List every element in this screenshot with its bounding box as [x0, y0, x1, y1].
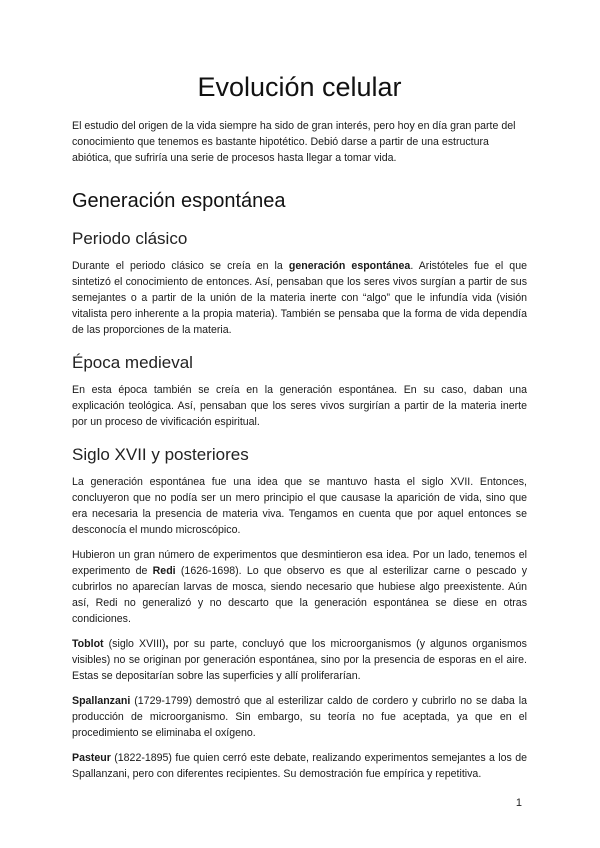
text-fragment: Hubieron un gran número de experimentos que desmintieron esa idea. Por un lado, tenemos el experimento de [72, 549, 527, 577]
bold-comma: , [165, 638, 169, 650]
paragraph-spallanzani [72, 693, 527, 741]
paragraph-epoca-medieval: En esta época también se creía en la generación espontánea. En su caso, daban una explicación teológica. Así, pensaban que los seres vivos surgirían a partir de la materia inerte por un proceso de vivificación espiritual. [72, 384, 527, 428]
bold-term: Spallanzani [72, 695, 131, 707]
paragraph-pasteur [72, 750, 527, 782]
document-page [72, 70, 527, 791]
document-title: Evolución celular [197, 72, 402, 102]
text-fragment: (1729-1799) demostró que al esterilizar caldo de cordero y cubrirlo no se daba la producción de microorganismo. Sin embargo, su teoría no fue aceptada, ya que en el procedimiento se eliminaba el oxígeno. [72, 695, 527, 739]
text-fragment: por su parte, concluyó que los microorganismos (y algunos organismos visibles) no se originan por generación espontánea, sino por la presencia de esporas en el aire. Estas se depositarían sobre las superficies y allí proliferarían. [72, 638, 527, 682]
subheading-periodo-clasico: Periodo clásico [72, 229, 188, 248]
page-number: 1 [515, 797, 522, 809]
intro-paragraph: El estudio del origen de la vida siempre ha sido de gran interés, pero hoy en día gran parte del conocimiento que tenemos es bastante hipotético. Debió darse a partir de una estructura abiótica, que sufriría una serie de procesos hasta llegar a tomar vida. [72, 120, 516, 164]
subheading-siglo-xvii: Siglo XVII y posteriores [72, 445, 249, 464]
paragraph-siglo-xvii-1: La generación espontánea fue una idea que se mantuvo hasta el siglo XVII. Entonces, concluyeron que no podía ser un mero principio el que causase la aparición de vida, sino que era necesaria la presencia de materia viva. Tengamos en cuenta que por aquel entonces se desconocía el mundo microscópico. [72, 476, 527, 536]
text-fragment: . Aristóteles fue el que sintetizó el conocimiento de entonces. Así, pensaban que los seres vivos surgían a partir de sus semejantes o a partir de la unión de la materia inerte con “algo” que le infundía vida (visión vitalista pero inherente a la propia materia). También se pensaba que la forma de vida dependía de las proporciones de la materia. [72, 260, 527, 336]
text-fragment: (1822-1895) fue quien cerró este debate, realizando experimentos semejantes a los de Spallanzani, pero con diferentes recipientes. Su demostración fue empírica y repetitiva. [72, 752, 527, 780]
text-fragment: (1626-1698). Lo que observo es que al esterilizar carne o pescado y cubrirlos no aparecían larvas de mosca, siendo necesario que hubiese algo preexistente. Aún así, Redi no generalizó y no descarto que la generación espontánea se diese en otras condiciones. [72, 565, 528, 625]
text-fragment: Durante el periodo clásico se creía en la [72, 260, 289, 272]
bold-term: Pasteur [72, 752, 111, 764]
bold-term: generación espontánea [288, 260, 411, 272]
bold-term: Redi [152, 565, 176, 577]
paragraph-periodo-clasico [72, 258, 527, 338]
section-title: Generación espontánea [72, 190, 286, 212]
subheading-epoca-medieval: Época medieval [72, 353, 193, 372]
bold-term: Toblot [72, 638, 104, 650]
text-fragment: (siglo XVIII) [103, 638, 166, 650]
paragraph-toblot [72, 636, 527, 684]
paragraph-redi [72, 547, 527, 627]
